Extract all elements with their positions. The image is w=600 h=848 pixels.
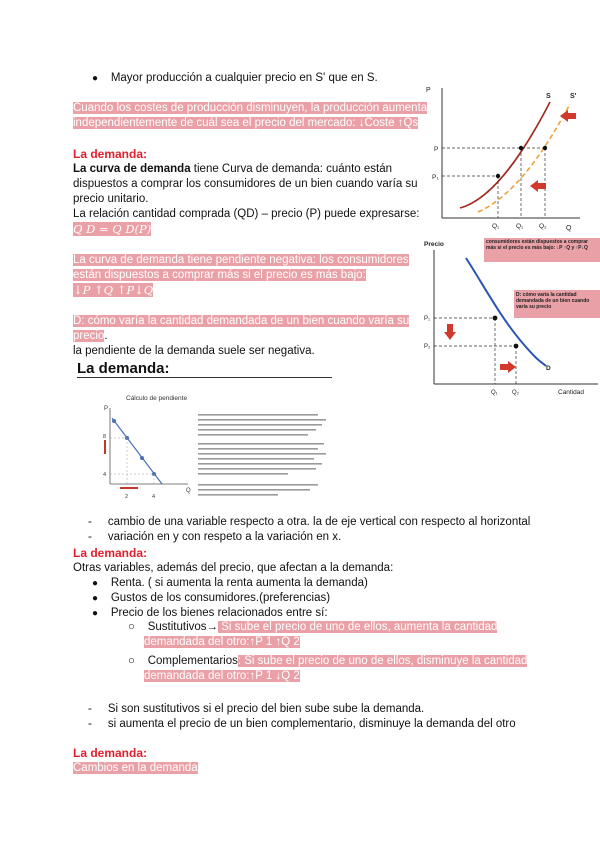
formula: Q D = Q D(P): [73, 222, 152, 236]
calc-delta-p-arrow: [104, 440, 106, 454]
pendiente-line-2: están dispuestos a comprar más si el precio es más bajo:: [73, 269, 366, 281]
curva-line-1: La curva de demanda tiene Curva de demanda: cuánto están: [73, 163, 392, 175]
costs-line-2: independientemente de cuál sea el precio del mercado: ↓Coste ↑Qs: [73, 117, 419, 129]
supply-p-axis: P: [426, 87, 431, 94]
circle-bullet-icon: ○: [128, 655, 135, 667]
demand-p-tick-1: P₁: [424, 316, 431, 322]
sustitutivos-line-1: ○ Sustitutivos→ Si sube el precio de uno de ellos, aumenta la cantidad: [128, 621, 498, 633]
demand-note-2: D: cómo varía la cantidad demandada de un bien cuando varía su precio: [516, 292, 590, 311]
demand-graph: [422, 236, 600, 402]
otras-variables: Otras variables, además del precio, que afectan a la demanda:: [73, 562, 394, 574]
demand-point-2: [514, 344, 519, 349]
curva-line-3: precio unitario.: [73, 193, 149, 205]
supply-s-prime-label: S': [570, 93, 577, 100]
demand-quantity-right-arrow-icon: [500, 361, 516, 373]
demand-q-tick-1: Q₁: [491, 390, 498, 396]
slope-calc-figure: [100, 388, 340, 508]
calc-axis-q: Q: [186, 488, 191, 494]
supply-shift-arrow-icon: [530, 180, 546, 192]
calc-explanation-text: [198, 414, 326, 496]
d-def-line-1: D: cómo varía la cantidad demandada de un bien cuando varía su: [73, 315, 410, 327]
cambios: Cambios en la demanda: [73, 762, 198, 774]
supply-q-tick-1: Q₁: [492, 223, 500, 230]
heading-demanda-3: La demanda:: [73, 746, 148, 760]
calc-delta-q-arrow: [120, 487, 138, 489]
calc-title: Cálculo de pendiente: [126, 395, 188, 402]
supply-point-1: [496, 174, 500, 178]
dash-item-4: - si aumenta el precio de un bien complementario, disminuye la demanda del otro: [88, 718, 516, 730]
screenshot-title: La demanda:: [77, 360, 170, 377]
demand-precio-label: Precio: [424, 241, 444, 248]
costs-line-1: Cuando los costes de producción disminuyen, la producción aumenta: [73, 102, 428, 114]
curva-line-2: dispuestos a comprar los consumidores de un bien cuando varía su: [73, 178, 418, 190]
pendiente-line-3: ↓P ↑Q ↑P↓Q: [73, 283, 154, 297]
demand-note-1: consumidores están dispuestos a comprar más si el precio es más bajo: ↓P ↑Q y ↑P↓Q: [486, 239, 588, 252]
supply-shift-graph: [420, 80, 590, 240]
complementarios-line-2: demandada del otro:↑P 1 ↓Q 2: [144, 670, 300, 682]
dash-item-1: - cambio de una variable respecto a otra. la de eje vertical con respecto al horizontal: [88, 516, 531, 528]
supply-point-3: [543, 146, 547, 150]
bullet-dot-icon: ●: [92, 593, 99, 604]
pendiente-line-1: La curva de demanda tiene pendiente negativa: los consumidores: [73, 254, 409, 266]
calc-point-a: [112, 419, 116, 423]
demand-price-down-arrow-icon: [444, 324, 456, 340]
heading-demanda-2: La demanda:: [73, 546, 148, 560]
calc-point-c: [140, 456, 144, 460]
calc-value-q1: 2: [125, 494, 129, 500]
screenshot-title-underline: [77, 377, 332, 378]
bullet-dot-icon: ●: [92, 73, 99, 84]
supply-curve-s: [460, 102, 550, 208]
supply-q-tick-2: Q₁: [516, 223, 524, 230]
heading-demanda: La demanda:: [73, 147, 148, 161]
supply-p-tick: P: [434, 146, 439, 153]
supply-q-tick-3: Q₂: [539, 223, 547, 230]
bullet-renta: ● Renta. ( si aumenta la renta aumenta la demanda): [92, 577, 368, 589]
supply-s-label: S: [546, 93, 551, 100]
calc-value-p1: 8: [103, 434, 107, 440]
demand-cantidad-label: Cantidad: [558, 389, 585, 396]
demand-point-1: [493, 316, 498, 321]
bullet-precio: ● Precio de los bienes relacionados entre sí:: [92, 607, 328, 619]
calc-value-p2: 4: [103, 472, 107, 478]
bullet-gustos: ● Gustos de los consumidores.(preferencias): [92, 592, 331, 604]
supply-curve-s-prime: [478, 104, 570, 212]
dash-item-2: - variación en y con respeto a la variación en x.: [88, 531, 342, 543]
bullet-dot-icon: ●: [92, 578, 99, 589]
sustitutivos-line-2: demandada del otro:↑P 1 ↑Q 2: [144, 636, 300, 648]
supply-q-axis: Q: [566, 225, 572, 232]
demand-d-label: D: [546, 365, 551, 372]
circle-bullet-icon: ○: [128, 621, 135, 633]
supply-shift-arrow-icon-2: [560, 110, 576, 122]
dash-item-3: - Si son sustitutivos si el precio del bien sube sube la demanda.: [88, 703, 425, 715]
bullet-dot-icon: ●: [92, 608, 99, 619]
d-def-line-2: precio.: [73, 330, 108, 342]
pendiente-normal: la pendiente de la demanda suele ser negativa.: [73, 345, 315, 357]
calc-axis-p: P: [104, 406, 109, 412]
supply-point-2: [519, 146, 523, 150]
complementarios-line-1: ○ Complementarios: Si sube el precio de uno de ellos, disminuye la cantidad: [128, 655, 528, 667]
relacion-line: La relación cantidad comprada (QD) – precio (P) puede expresarse:: [73, 208, 420, 220]
demand-q-tick-2: Q₂: [512, 390, 519, 396]
top-bullet: ● Mayor producción a cualquier precio en S' que en S.: [92, 72, 378, 84]
supply-p1-tick: P₁: [432, 174, 439, 181]
demand-p-tick-2: P₂: [424, 344, 431, 350]
calc-value-q2: 4: [152, 494, 156, 500]
